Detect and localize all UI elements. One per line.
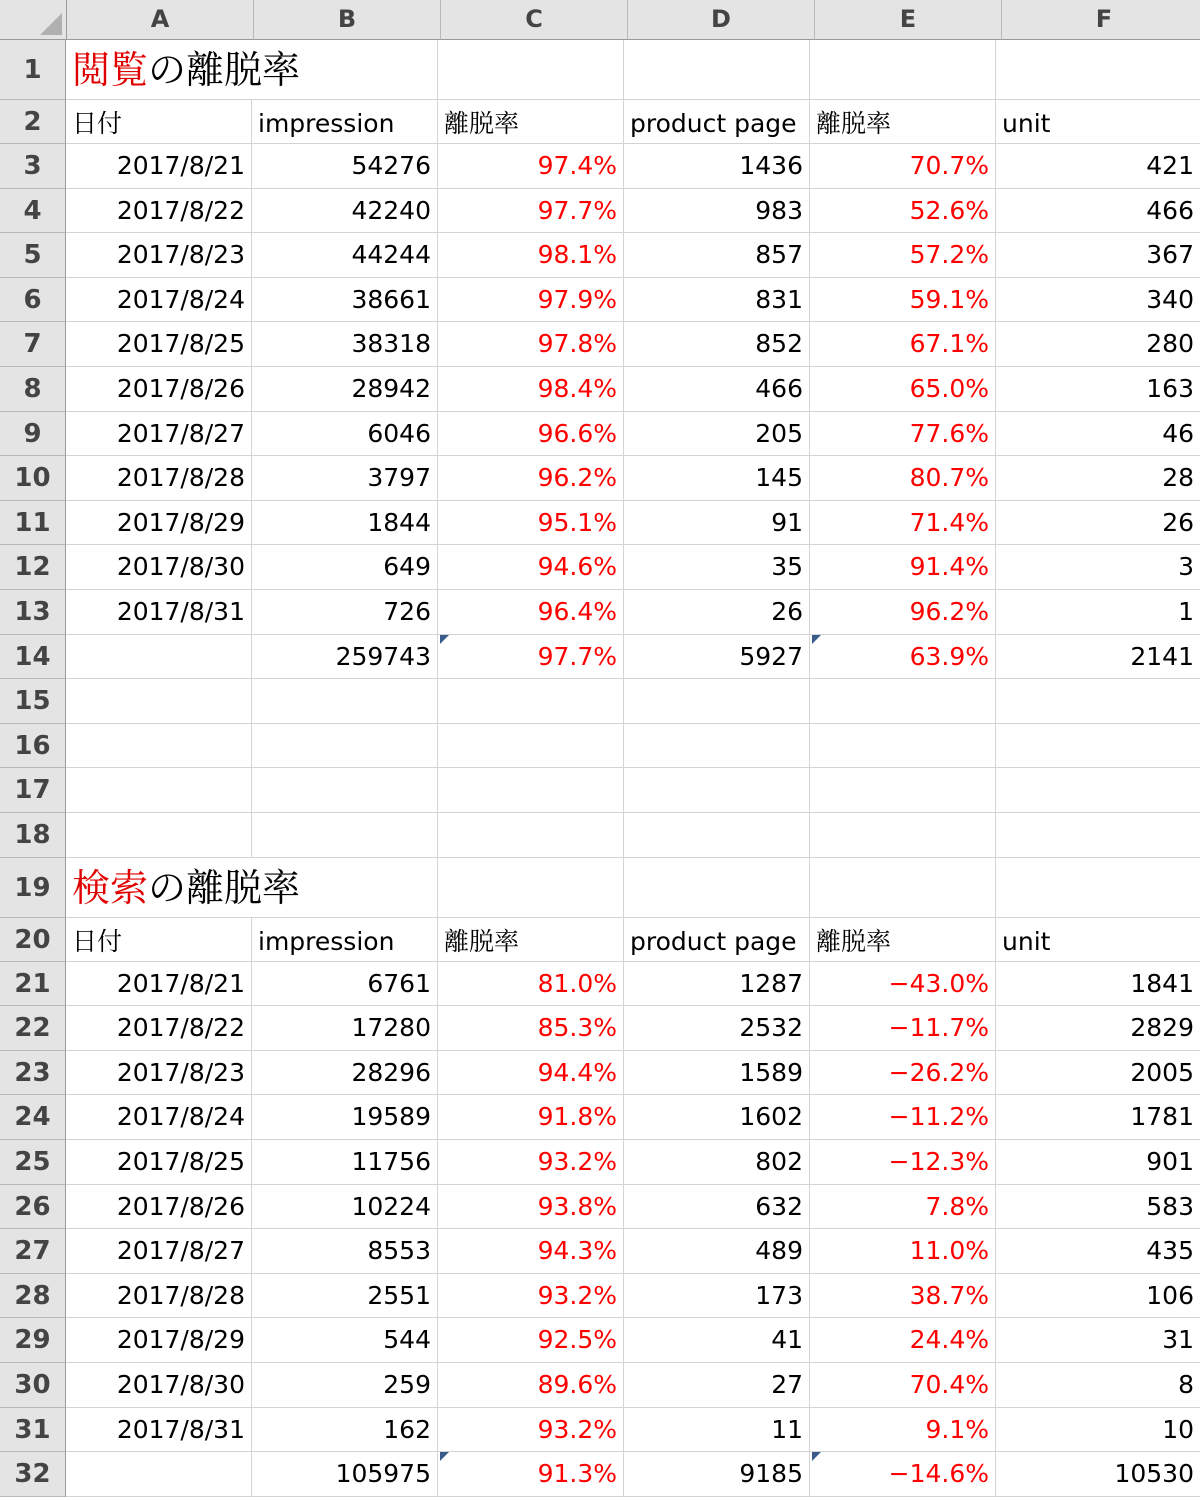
sheet-row — [0, 1318, 1200, 1363]
table-cell[interactable]: 93.8% — [438, 1185, 624, 1230]
sheet-row — [0, 144, 1200, 189]
empty-cell[interactable] — [66, 724, 252, 769]
row-header[interactable]: 14 — [0, 635, 66, 680]
table-cell[interactable]: 98.4% — [438, 367, 624, 412]
sheet-row — [0, 768, 1200, 813]
table-cell[interactable]: 91.8% — [438, 1095, 624, 1140]
formula-warning-marker-icon — [440, 1452, 449, 1461]
sheet-row — [0, 813, 1200, 858]
empty-cell[interactable] — [438, 679, 624, 724]
row-header[interactable]: 30 — [0, 1363, 66, 1408]
table-cell[interactable]: 466 — [996, 189, 1200, 234]
select-all-triangle-icon — [40, 13, 62, 35]
table-cell[interactable]: 26 — [996, 501, 1200, 546]
table-cell[interactable]: 95.1% — [438, 501, 624, 546]
table-cell[interactable]: 11.0% — [810, 1229, 996, 1274]
table-cell[interactable]: 10224 — [252, 1185, 438, 1230]
table-cell[interactable]: 2017/8/22 — [66, 1006, 252, 1051]
table-cell[interactable]: 77.6% — [810, 412, 996, 457]
row-header[interactable]: 17 — [0, 768, 66, 813]
sheet-row — [0, 724, 1200, 769]
table-cell[interactable]: 35 — [624, 545, 810, 590]
table-cell[interactable]: 1841 — [996, 962, 1200, 1007]
sheet-row — [0, 590, 1200, 635]
table-cell[interactable]: 91.4% — [810, 545, 996, 590]
table-cell[interactable]: 2017/8/31 — [66, 1408, 252, 1453]
table-cell[interactable]: 173 — [624, 1274, 810, 1319]
table-cell[interactable]: 2017/8/29 — [66, 501, 252, 546]
empty-cell[interactable] — [66, 768, 252, 813]
table-cell[interactable]: 367 — [996, 233, 1200, 278]
table-cell[interactable]: 19589 — [252, 1095, 438, 1140]
table-cell[interactable]: 802 — [624, 1140, 810, 1185]
row-header[interactable]: 24 — [0, 1095, 66, 1140]
table-cell[interactable]: 44244 — [252, 233, 438, 278]
table-cell[interactable]: 24.4% — [810, 1318, 996, 1363]
column-label[interactable]: unit — [996, 918, 1200, 962]
row-header[interactable]: 29 — [0, 1318, 66, 1363]
table-cell[interactable]: 489 — [624, 1229, 810, 1274]
row-header[interactable]: 13 — [0, 590, 66, 635]
row-header[interactable]: 27 — [0, 1229, 66, 1274]
total-cell[interactable]: 97.7% — [438, 635, 624, 680]
table-cell[interactable]: 70.4% — [810, 1363, 996, 1408]
row-header[interactable]: 23 — [0, 1051, 66, 1096]
table-cell[interactable]: 3797 — [252, 456, 438, 501]
sheet-row — [0, 1363, 1200, 1408]
table-cell[interactable]: −11.2% — [810, 1095, 996, 1140]
empty-cell[interactable] — [438, 768, 624, 813]
table-cell[interactable]: 649 — [252, 545, 438, 590]
table-cell[interactable]: 2017/8/22 — [66, 189, 252, 234]
sheet-row — [0, 367, 1200, 412]
row-header[interactable]: 2 — [0, 100, 66, 144]
table-cell[interactable]: 2017/8/28 — [66, 1274, 252, 1319]
table-cell[interactable]: 106 — [996, 1274, 1200, 1319]
sheet-row — [0, 1140, 1200, 1185]
empty-cell[interactable] — [996, 724, 1200, 769]
sheet-row — [0, 412, 1200, 457]
formula-warning-marker-icon — [812, 1452, 821, 1461]
column-label[interactable]: 日付 — [66, 918, 252, 962]
table-cell[interactable]: 94.4% — [438, 1051, 624, 1096]
column-label[interactable]: unit — [996, 100, 1200, 144]
table-cell[interactable]: 9.1% — [810, 1408, 996, 1453]
column-label[interactable]: 離脱率 — [810, 100, 996, 144]
table-cell[interactable]: 6046 — [252, 412, 438, 457]
table-cell[interactable]: 71.4% — [810, 501, 996, 546]
table-cell[interactable]: 91 — [624, 501, 810, 546]
empty-cell[interactable] — [624, 813, 810, 858]
section-title-accent: 検索 — [72, 865, 149, 910]
row-header[interactable]: 3 — [0, 144, 66, 189]
section-title — [66, 40, 438, 100]
column-label[interactable]: impression — [252, 100, 438, 144]
sheet-row — [0, 1229, 1200, 1274]
table-cell[interactable]: 80.7% — [810, 456, 996, 501]
row-header[interactable]: 31 — [0, 1408, 66, 1453]
column-header-b[interactable]: B — [254, 0, 441, 40]
table-cell[interactable]: 28 — [996, 456, 1200, 501]
table-cell[interactable]: 96.6% — [438, 412, 624, 457]
row-header[interactable]: 11 — [0, 501, 66, 546]
empty-cell[interactable] — [252, 813, 438, 858]
row-header[interactable]: 26 — [0, 1185, 66, 1230]
empty-cell[interactable] — [66, 813, 252, 858]
total-cell[interactable]: 10530 — [996, 1452, 1200, 1497]
sheet-row — [0, 100, 1200, 144]
sheet-row — [0, 1185, 1200, 1230]
sheet-row — [0, 962, 1200, 1007]
column-header-c[interactable]: C — [441, 0, 628, 40]
total-cell[interactable]: 2141 — [996, 635, 1200, 680]
total-cell[interactable]: 63.9% — [810, 635, 996, 680]
row-header[interactable]: 28 — [0, 1274, 66, 1319]
column-label[interactable]: 離脱率 — [438, 100, 624, 144]
sheet-row — [0, 679, 1200, 724]
table-cell[interactable]: 94.3% — [438, 1229, 624, 1274]
sheet-row — [0, 858, 1200, 918]
table-cell[interactable]: 17280 — [252, 1006, 438, 1051]
table-cell[interactable]: −43.0% — [810, 962, 996, 1007]
sheet-row — [0, 278, 1200, 323]
table-cell[interactable]: 2005 — [996, 1051, 1200, 1096]
empty-cell[interactable] — [252, 724, 438, 769]
table-cell[interactable]: 2017/8/21 — [66, 144, 252, 189]
total-cell[interactable]: −14.6% — [810, 1452, 996, 1497]
table-cell[interactable]: 11756 — [252, 1140, 438, 1185]
table-cell[interactable]: 98.1% — [438, 233, 624, 278]
table-cell[interactable]: 26 — [624, 590, 810, 635]
empty-cell[interactable] — [438, 40, 624, 100]
column-label[interactable]: 日付 — [66, 100, 252, 144]
row-header[interactable]: 22 — [0, 1006, 66, 1051]
table-cell[interactable]: 1844 — [252, 501, 438, 546]
table-cell[interactable]: 2017/8/21 — [66, 962, 252, 1007]
table-cell[interactable]: 46 — [996, 412, 1200, 457]
table-cell[interactable]: 280 — [996, 322, 1200, 367]
table-cell[interactable]: 8553 — [252, 1229, 438, 1274]
table-cell[interactable]: 2017/8/26 — [66, 1185, 252, 1230]
table-cell[interactable]: 65.0% — [810, 367, 996, 412]
row-header[interactable]: 10 — [0, 456, 66, 501]
table-cell[interactable]: 57.2% — [810, 233, 996, 278]
empty-cell[interactable] — [810, 679, 996, 724]
table-cell[interactable]: 901 — [996, 1140, 1200, 1185]
table-cell[interactable]: 1287 — [624, 962, 810, 1007]
total-cell[interactable]: 105975 — [252, 1452, 438, 1497]
table-cell[interactable]: 93.2% — [438, 1274, 624, 1319]
table-cell[interactable]: 259 — [252, 1363, 438, 1408]
section-title-rest: の離脱率 — [148, 865, 301, 910]
table-cell[interactable]: 85.3% — [438, 1006, 624, 1051]
table-cell[interactable]: 2017/8/23 — [66, 233, 252, 278]
sheet-row — [0, 1051, 1200, 1096]
table-cell[interactable]: 38.7% — [810, 1274, 996, 1319]
table-cell[interactable]: 89.6% — [438, 1363, 624, 1408]
table-cell[interactable]: 544 — [252, 1318, 438, 1363]
table-cell[interactable]: 41 — [624, 1318, 810, 1363]
table-cell[interactable]: 28942 — [252, 367, 438, 412]
table-cell[interactable]: −11.7% — [810, 1006, 996, 1051]
empty-cell[interactable] — [624, 40, 810, 100]
row-header[interactable]: 9 — [0, 412, 66, 457]
row-header[interactable]: 7 — [0, 322, 66, 367]
table-cell[interactable]: 2017/8/30 — [66, 1363, 252, 1408]
empty-cell[interactable] — [810, 768, 996, 813]
total-cell[interactable] — [66, 1452, 252, 1497]
table-cell[interactable]: 205 — [624, 412, 810, 457]
table-cell[interactable]: 27 — [624, 1363, 810, 1408]
table-cell[interactable]: 96.4% — [438, 590, 624, 635]
row-header[interactable]: 8 — [0, 367, 66, 412]
empty-cell[interactable] — [438, 813, 624, 858]
column-label[interactable]: product page — [624, 100, 810, 144]
sheet-row — [0, 1408, 1200, 1453]
table-cell[interactable]: 340 — [996, 278, 1200, 323]
table-cell[interactable]: 2017/8/24 — [66, 278, 252, 323]
empty-cell[interactable] — [996, 813, 1200, 858]
sheet-row — [0, 456, 1200, 501]
table-cell[interactable]: 2829 — [996, 1006, 1200, 1051]
table-cell[interactable]: 2017/8/30 — [66, 545, 252, 590]
column-header-d[interactable]: D — [628, 0, 815, 40]
column-label[interactable]: impression — [252, 918, 438, 962]
sheet-row — [0, 1006, 1200, 1051]
table-cell[interactable]: 983 — [624, 189, 810, 234]
empty-cell[interactable] — [624, 858, 810, 918]
table-cell[interactable]: 2551 — [252, 1274, 438, 1319]
table-cell[interactable]: 3 — [996, 545, 1200, 590]
table-cell[interactable]: 93.2% — [438, 1140, 624, 1185]
column-header-row — [0, 0, 1200, 40]
table-cell[interactable]: 94.6% — [438, 545, 624, 590]
table-cell[interactable]: 2017/8/23 — [66, 1051, 252, 1096]
table-cell[interactable]: 2017/8/27 — [66, 412, 252, 457]
table-cell[interactable]: 6761 — [252, 962, 438, 1007]
table-cell[interactable]: 59.1% — [810, 278, 996, 323]
table-cell[interactable]: −12.3% — [810, 1140, 996, 1185]
sheet-row — [0, 545, 1200, 590]
table-cell[interactable]: 2532 — [624, 1006, 810, 1051]
table-cell[interactable]: 92.5% — [438, 1318, 624, 1363]
empty-cell[interactable] — [996, 768, 1200, 813]
column-header-a[interactable]: A — [67, 0, 254, 40]
table-cell[interactable]: 8 — [996, 1363, 1200, 1408]
total-cell[interactable]: 9185 — [624, 1452, 810, 1497]
table-cell[interactable]: 70.7% — [810, 144, 996, 189]
column-label[interactable]: 離脱率 — [810, 918, 996, 962]
empty-cell[interactable] — [252, 768, 438, 813]
empty-cell[interactable] — [252, 679, 438, 724]
table-cell[interactable]: 435 — [996, 1229, 1200, 1274]
empty-cell[interactable] — [438, 724, 624, 769]
table-cell[interactable]: 7.8% — [810, 1185, 996, 1230]
table-cell[interactable]: 1436 — [624, 144, 810, 189]
total-cell[interactable]: 259743 — [252, 635, 438, 680]
table-cell[interactable]: 97.4% — [438, 144, 624, 189]
empty-cell[interactable] — [624, 724, 810, 769]
row-header[interactable]: 25 — [0, 1140, 66, 1185]
table-cell[interactable]: −26.2% — [810, 1051, 996, 1096]
table-cell[interactable]: 726 — [252, 590, 438, 635]
row-header[interactable]: 5 — [0, 233, 66, 278]
table-cell[interactable]: 831 — [624, 278, 810, 323]
section-title — [66, 858, 438, 918]
table-cell[interactable]: 2017/8/31 — [66, 590, 252, 635]
table-cell[interactable]: 466 — [624, 367, 810, 412]
sheet-row — [0, 501, 1200, 546]
table-cell[interactable]: 1589 — [624, 1051, 810, 1096]
row-header[interactable]: 32 — [0, 1452, 66, 1497]
table-cell[interactable]: 10 — [996, 1408, 1200, 1453]
table-cell[interactable]: 81.0% — [438, 962, 624, 1007]
table-cell[interactable]: 2017/8/25 — [66, 322, 252, 367]
row-header[interactable]: 6 — [0, 278, 66, 323]
row-header[interactable]: 15 — [0, 679, 66, 724]
section-title-rest: の離脱率 — [148, 48, 301, 92]
empty-cell[interactable] — [810, 858, 996, 918]
table-cell[interactable]: 632 — [624, 1185, 810, 1230]
row-header[interactable]: 4 — [0, 189, 66, 234]
table-cell[interactable]: 1602 — [624, 1095, 810, 1140]
empty-cell[interactable] — [996, 40, 1200, 100]
row-header[interactable]: 19 — [0, 858, 66, 918]
table-cell[interactable]: 42240 — [252, 189, 438, 234]
table-cell[interactable]: 28296 — [252, 1051, 438, 1096]
total-cell[interactable]: 5927 — [624, 635, 810, 680]
table-cell[interactable]: 52.6% — [810, 189, 996, 234]
table-cell[interactable]: 2017/8/24 — [66, 1095, 252, 1140]
column-header-e[interactable]: E — [815, 0, 1002, 40]
table-cell[interactable]: 2017/8/26 — [66, 367, 252, 412]
sheet-row — [0, 1452, 1200, 1497]
table-cell[interactable]: 857 — [624, 233, 810, 278]
total-cell[interactable]: 91.3% — [438, 1452, 624, 1497]
table-cell[interactable]: 852 — [624, 322, 810, 367]
formula-warning-marker-icon — [812, 635, 821, 644]
table-cell[interactable]: 145 — [624, 456, 810, 501]
empty-cell[interactable] — [66, 679, 252, 724]
row-header[interactable]: 21 — [0, 962, 66, 1007]
table-cell[interactable]: 97.8% — [438, 322, 624, 367]
sheet-row — [0, 233, 1200, 278]
table-cell[interactable]: 31 — [996, 1318, 1200, 1363]
table-cell[interactable]: 2017/8/27 — [66, 1229, 252, 1274]
table-cell[interactable]: 38661 — [252, 278, 438, 323]
empty-cell[interactable] — [810, 813, 996, 858]
table-cell[interactable]: 54276 — [252, 144, 438, 189]
table-cell[interactable]: 162 — [252, 1408, 438, 1453]
section-title-accent: 閲覧 — [72, 48, 149, 92]
sheet-row — [0, 189, 1200, 234]
table-cell[interactable]: 163 — [996, 367, 1200, 412]
empty-cell[interactable] — [438, 858, 624, 918]
sheet-row — [0, 1274, 1200, 1319]
row-header[interactable]: 1 — [0, 40, 66, 100]
table-cell[interactable]: 1781 — [996, 1095, 1200, 1140]
table-cell[interactable]: 38318 — [252, 322, 438, 367]
table-cell[interactable]: 11 — [624, 1408, 810, 1453]
row-header[interactable]: 20 — [0, 918, 66, 962]
table-cell[interactable]: 67.1% — [810, 322, 996, 367]
empty-cell[interactable] — [810, 724, 996, 769]
sheet-row — [0, 40, 1200, 100]
empty-cell[interactable] — [810, 40, 996, 100]
table-cell[interactable]: 1 — [996, 590, 1200, 635]
table-cell[interactable]: 2017/8/28 — [66, 456, 252, 501]
table-cell[interactable]: 97.9% — [438, 278, 624, 323]
sheet-row — [0, 918, 1200, 962]
column-header-f[interactable]: F — [1002, 0, 1200, 40]
table-cell[interactable]: 421 — [996, 144, 1200, 189]
table-cell[interactable]: 583 — [996, 1185, 1200, 1230]
row-header[interactable]: 12 — [0, 545, 66, 590]
table-cell[interactable]: 96.2% — [810, 590, 996, 635]
table-cell[interactable]: 2017/8/29 — [66, 1318, 252, 1363]
select-all-corner[interactable] — [0, 0, 67, 40]
column-label[interactable]: 離脱率 — [438, 918, 624, 962]
table-cell[interactable]: 93.2% — [438, 1408, 624, 1453]
sheet-row — [0, 1095, 1200, 1140]
formula-warning-marker-icon — [440, 635, 449, 644]
row-header[interactable]: 16 — [0, 724, 66, 769]
column-label[interactable]: product page — [624, 918, 810, 962]
empty-cell[interactable] — [624, 679, 810, 724]
empty-cell[interactable] — [996, 858, 1200, 918]
total-cell[interactable] — [66, 635, 252, 680]
empty-cell[interactable] — [996, 679, 1200, 724]
table-cell[interactable]: 97.7% — [438, 189, 624, 234]
sheet-row — [0, 322, 1200, 367]
table-cell[interactable]: 2017/8/25 — [66, 1140, 252, 1185]
table-cell[interactable]: 96.2% — [438, 456, 624, 501]
row-header[interactable]: 18 — [0, 813, 66, 858]
empty-cell[interactable] — [624, 768, 810, 813]
sheet-row — [0, 635, 1200, 680]
